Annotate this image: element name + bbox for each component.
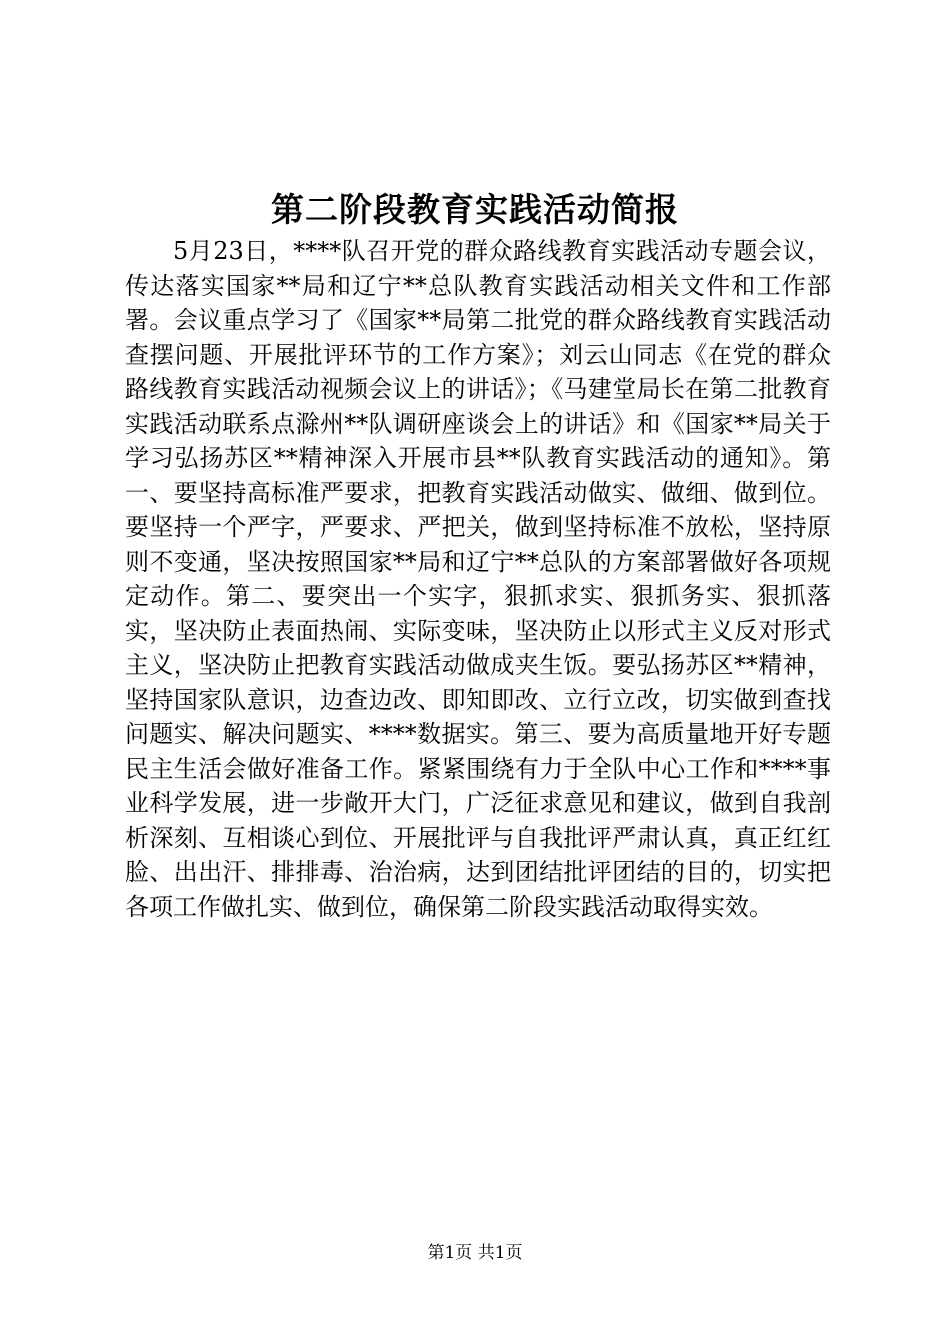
document-title: 第二阶段教育实践活动简报	[271, 190, 679, 229]
document-body-paragraph: 5月23日，****队召开党的群众路线教育实践活动专题会议，传达落实国家**局和辽宁**总队教育实践活动相关文件和工作部署。会议重点学习了《国家**局第二批党的群众路线教育实践活动查摆问题、开展批评环节的工作方案》；刘云山同志《在党的群众路线教育实践活动视频会议上的讲话》；《马建堂局长在第二批教育实践活动联系点滁州**队调研座谈会上的讲话》和《国家**局关于学习弘扬苏区**精神深入开展市县**队教育实践活动的通知》。第一、要坚持高标准严要求，把教育实践活动做实、做细、做到位。要坚持一个严字，严要求、严把关，做到坚持标准不放松，坚持原则不变通，坚决按照国家**局和辽宁**总队的方案部署做好各项规定动作。第二、要突出一个实字，狠抓求实、狠抓务实、狠抓落实，坚决防止表面热闹、实际变味，坚决防止以形式主义反对形式主义，坚决防止把教育实践活动做成夹生饭。要弘扬苏区**精神，坚持国家队意识，边查边改、即知即改、立行立改，切实做到查找问题实、解决问题实、****数据实。第三、要为高质量地开好专题民主生活会做好准备工作。紧紧围绕有力于全队中心工作和****事业科学发展，进一步敞开大门，广泛征求意见和建议，做到自我剖析深刻、互相谈心到位、开展批评与自我批评严肃认真，真正红红脸、出出汗、排排毒、治治病，达到团结批评团结的目的，切实把各项工作做扎实、做到位，确保第二阶段实践活动取得实效。	[125, 237, 831, 921]
page-number-footer: 第1页 共1页	[427, 1243, 523, 1263]
